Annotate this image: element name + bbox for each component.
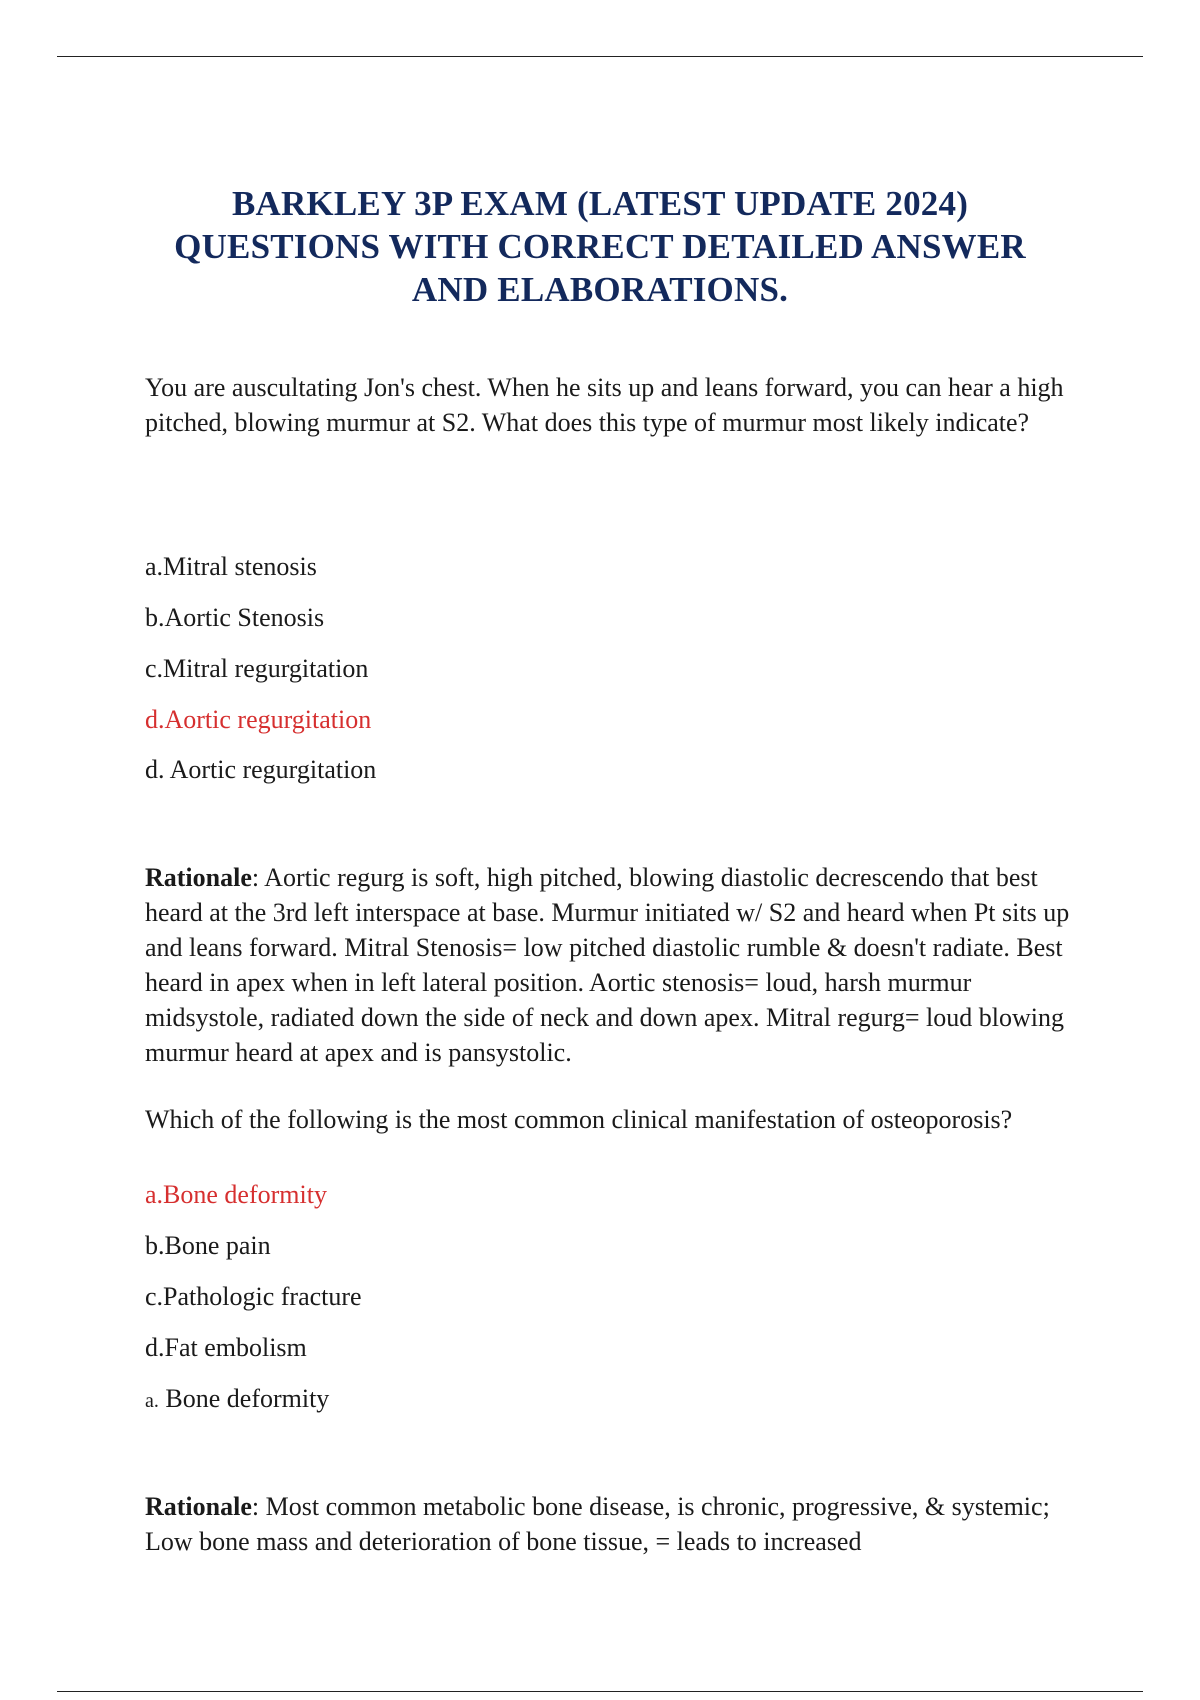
question-2-text: Which of the following is the most common clinical manifestation of osteoporosis? bbox=[145, 1105, 1013, 1134]
option-text: Aortic Stenosis bbox=[164, 603, 325, 632]
q1-option-b bbox=[145, 600, 324, 635]
option-letter: b. bbox=[145, 1231, 165, 1260]
option-text: Mitral regurgitation bbox=[163, 654, 369, 683]
option-text: Aortic regurgitation bbox=[164, 705, 372, 734]
option-letter: a. bbox=[145, 552, 164, 581]
q1-option-a bbox=[145, 549, 317, 584]
q2-option-b bbox=[145, 1228, 271, 1263]
bottom-rule bbox=[57, 1691, 1143, 1692]
answer-letter: d. bbox=[145, 755, 165, 784]
top-rule bbox=[57, 56, 1143, 57]
rationale-text: : Aortic regurg is soft, high pitched, blowing diastolic decrescendo that best heard at the 3rd left interspace at base. Murmur initiated w/ S2 and heard when Pt sits up and leans forward. Mitral Stenosis= low pitched diastolic rumble & doesn't radiate. Best heard in apex when in left lateral position. Aortic stenosis= loud, harsh murmur midsystole, radiated down the side of neck and down apex. Mitral regurg= loud blowing murmur heard at apex and is pansystolic. bbox=[145, 863, 1070, 1067]
q2-option-a-correct bbox=[145, 1177, 327, 1212]
option-text: Bone deformity bbox=[163, 1180, 327, 1209]
option-text: Mitral stenosis bbox=[163, 552, 317, 581]
question-1-text: You are auscultating Jon's chest. When he sits up and leans forward, you can hear a high pitched, blowing murmur at S2. What does this type of murmur most likely indicate? bbox=[145, 373, 1064, 437]
q2-answer bbox=[145, 1381, 329, 1419]
rationale-label: Rationale bbox=[145, 1492, 252, 1521]
option-letter: c. bbox=[145, 1282, 164, 1311]
q2-option-c bbox=[145, 1279, 362, 1314]
title-line-1: BARKLEY 3P EXAM (LATEST UPDATE 2024) bbox=[231, 184, 969, 223]
option-letter: a. bbox=[145, 1180, 164, 1209]
option-text: Bone pain bbox=[164, 1231, 271, 1260]
q1-answer bbox=[145, 752, 376, 787]
option-text: Pathologic fracture bbox=[163, 1282, 362, 1311]
option-text: Fat embolism bbox=[164, 1333, 307, 1362]
q1-option-c bbox=[145, 651, 368, 686]
option-letter: c. bbox=[145, 654, 164, 683]
option-letter: d. bbox=[145, 705, 165, 734]
answer-text: Bone deformity bbox=[158, 1384, 330, 1413]
answer-text: Aortic regurgitation bbox=[164, 755, 377, 784]
q1-rationale bbox=[145, 860, 1095, 1070]
document-title bbox=[100, 182, 1100, 311]
answer-letter: a. bbox=[145, 1390, 159, 1412]
q2-rationale bbox=[145, 1489, 1095, 1559]
question-1-stem bbox=[145, 370, 1095, 440]
option-letter: d. bbox=[145, 1333, 165, 1362]
rationale-label: Rationale bbox=[145, 863, 252, 892]
title-line-3: AND ELABORATIONS. bbox=[411, 270, 789, 309]
question-2-stem bbox=[145, 1102, 1095, 1137]
title-line-2: QUESTIONS WITH CORRECT DETAILED ANSWER bbox=[174, 227, 1026, 266]
rationale-text: : Most common metabolic bone disease, is chronic, progressive, & systemic; Low bone mass and deterioration of bone tissue, = leads to increased bbox=[145, 1492, 1050, 1556]
q1-option-d-correct bbox=[145, 702, 371, 737]
option-letter: b. bbox=[145, 603, 165, 632]
q2-option-d bbox=[145, 1330, 307, 1365]
